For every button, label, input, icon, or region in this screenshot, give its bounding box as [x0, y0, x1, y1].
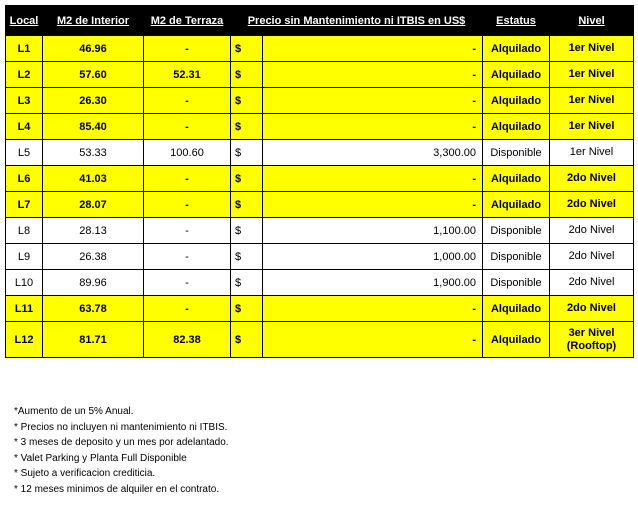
- cell-currency: $: [231, 270, 263, 296]
- cell-local: L6: [6, 166, 43, 192]
- header-terraza: M2 de Terraza: [144, 6, 231, 36]
- cell-currency: $: [231, 322, 263, 358]
- cell-currency: $: [231, 296, 263, 322]
- cell-local: L2: [6, 62, 43, 88]
- table-row: [6, 140, 634, 166]
- table-header: [6, 6, 634, 36]
- note-item: * 12 meses minimos de alquiler en el contrato.: [14, 483, 220, 495]
- cell-estatus: Disponible: [483, 140, 550, 166]
- cell-estatus: Alquilado: [483, 296, 550, 322]
- table-row: [6, 218, 634, 244]
- cell-estatus: Alquilado: [483, 36, 550, 62]
- table-row: [6, 114, 634, 140]
- table-row: [6, 322, 634, 358]
- cell-local: L10: [6, 270, 43, 296]
- cell-interior: 57.60: [43, 62, 144, 88]
- header-precio: Precio sin Mantenimiento ni ITBIS en US$: [231, 6, 483, 36]
- cell-terraza: -: [144, 296, 231, 322]
- cell-local: L5: [6, 140, 43, 166]
- cell-currency: $: [231, 166, 263, 192]
- note-item: * Sujeto a verificacion crediticia.: [14, 468, 156, 479]
- cell-currency: $: [231, 218, 263, 244]
- cell-nivel: 2do Nivel: [550, 166, 634, 192]
- cell-local: L9: [6, 244, 43, 270]
- cell-nivel: 1er Nivel: [550, 36, 634, 62]
- cell-interior: 63.78: [43, 296, 144, 322]
- cell-currency: $: [231, 244, 263, 270]
- cell-price: 1,100.00: [263, 218, 483, 244]
- cell-terraza: -: [144, 114, 231, 140]
- note-item: * Precios no incluyen ni mantenimiento ni ITBIS.: [14, 421, 228, 433]
- cell-terraza: -: [144, 270, 231, 296]
- note-item: * 3 meses de deposito y un mes por adelantado.: [14, 437, 229, 448]
- cell-currency: $: [231, 192, 263, 218]
- cell-interior: 26.38: [43, 244, 144, 270]
- cell-price: -: [263, 88, 483, 114]
- cell-local: L11: [6, 296, 43, 322]
- table-body: [6, 36, 634, 358]
- cell-nivel: 2do Nivel: [550, 192, 634, 218]
- cell-terraza: -: [144, 192, 231, 218]
- table-row: [6, 296, 634, 322]
- cell-price: -: [263, 166, 483, 192]
- cell-estatus: Alquilado: [483, 166, 550, 192]
- header-row: [6, 6, 634, 36]
- cell-currency: $: [231, 62, 263, 88]
- cell-currency: $: [231, 36, 263, 62]
- table-row: [6, 36, 634, 62]
- header-interior: M2 de Interior: [43, 6, 144, 36]
- cell-estatus: Alquilado: [483, 322, 550, 358]
- cell-price: -: [263, 36, 483, 62]
- cell-nivel: 2do Nivel: [550, 218, 634, 244]
- cell-price: -: [263, 322, 483, 358]
- cell-interior: 26.30: [43, 88, 144, 114]
- cell-currency: $: [231, 88, 263, 114]
- header-nivel: Nivel: [550, 6, 634, 36]
- cell-estatus: Alquilado: [483, 192, 550, 218]
- table-row: [6, 270, 634, 296]
- pricing-sheet: [5, 5, 633, 495]
- cell-estatus: Disponible: [483, 270, 550, 296]
- cell-terraza: -: [144, 88, 231, 114]
- cell-nivel: 2do Nivel: [550, 296, 634, 322]
- cell-interior: 53.33: [43, 140, 144, 166]
- table-row: [6, 244, 634, 270]
- cell-terraza: -: [144, 244, 231, 270]
- cell-terraza: -: [144, 166, 231, 192]
- notes-list: [14, 404, 229, 497]
- cell-nivel: 1er Nivel: [550, 114, 634, 140]
- cell-price: -: [263, 296, 483, 322]
- cell-terraza: -: [144, 218, 231, 244]
- cell-price: 1,900.00: [263, 270, 483, 296]
- cell-estatus: Alquilado: [483, 88, 550, 114]
- cell-interior: 85.40: [43, 114, 144, 140]
- cell-price: -: [263, 114, 483, 140]
- cell-interior: 28.07: [43, 192, 144, 218]
- table-row: [6, 166, 634, 192]
- cell-price: 1,000.00: [263, 244, 483, 270]
- header-estatus: Estatus: [483, 6, 550, 36]
- note-item: * Valet Parking y Planta Full Disponible: [14, 452, 187, 464]
- cell-nivel: 2do Nivel: [550, 244, 634, 270]
- cell-nivel: 2do Nivel: [550, 270, 634, 296]
- cell-nivel: 3er Nivel (Rooftop): [550, 322, 634, 358]
- note-item: *Aumento de un 5% Anual.: [14, 406, 134, 417]
- cell-currency: $: [231, 140, 263, 166]
- cell-nivel: 1er Nivel: [550, 140, 634, 166]
- cell-price: -: [263, 62, 483, 88]
- cell-terraza: 100.60: [144, 140, 231, 166]
- units-table: [5, 5, 634, 358]
- cell-interior: 81.71: [43, 322, 144, 358]
- cell-price: 3,300.00: [263, 140, 483, 166]
- table-row: [6, 192, 634, 218]
- cell-terraza: -: [144, 36, 231, 62]
- cell-currency: $: [231, 114, 263, 140]
- cell-terraza: 52.31: [144, 62, 231, 88]
- cell-local: L7: [6, 192, 43, 218]
- table-row: [6, 62, 634, 88]
- cell-interior: 28.13: [43, 218, 144, 244]
- cell-local: L3: [6, 88, 43, 114]
- cell-interior: 89.96: [43, 270, 144, 296]
- cell-estatus: Disponible: [483, 218, 550, 244]
- cell-local: L8: [6, 218, 43, 244]
- cell-local: L1: [6, 36, 43, 62]
- header-local: Local: [6, 6, 43, 36]
- cell-nivel: 1er Nivel: [550, 62, 634, 88]
- cell-estatus: Disponible: [483, 244, 550, 270]
- cell-local: L4: [6, 114, 43, 140]
- cell-nivel: 1er Nivel: [550, 88, 634, 114]
- cell-estatus: Alquilado: [483, 114, 550, 140]
- cell-terraza: 82.38: [144, 322, 231, 358]
- cell-interior: 41.03: [43, 166, 144, 192]
- cell-interior: 46.96: [43, 36, 144, 62]
- table-row: [6, 88, 634, 114]
- cell-price: -: [263, 192, 483, 218]
- cell-estatus: Alquilado: [483, 62, 550, 88]
- cell-local: L12: [6, 322, 43, 358]
